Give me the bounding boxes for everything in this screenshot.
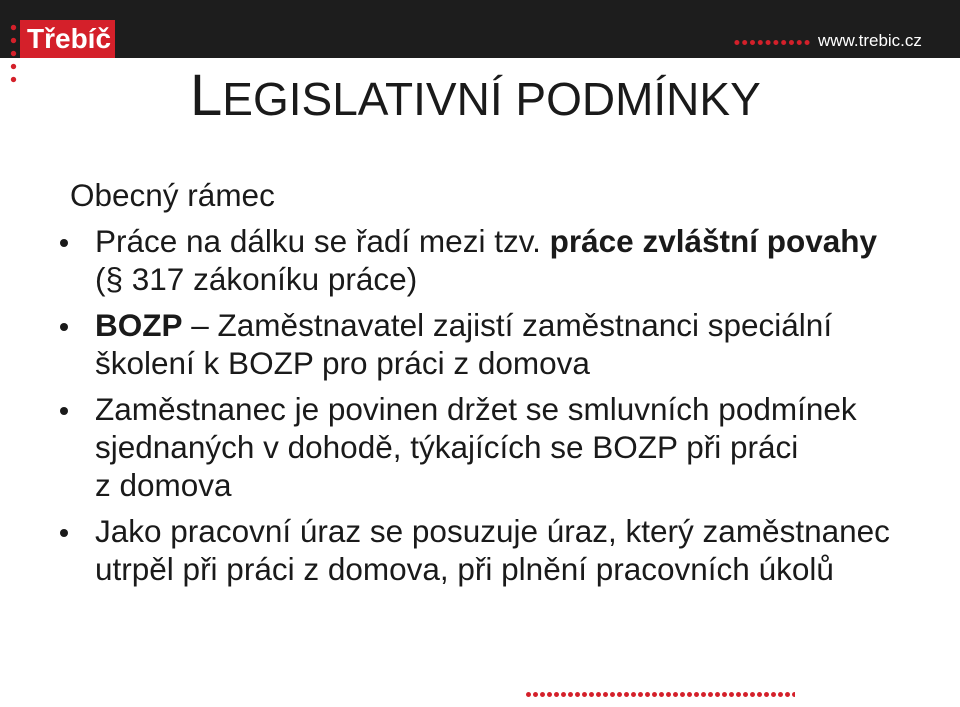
bullet-icon <box>60 407 68 415</box>
bullet-line <box>95 306 960 344</box>
bullet-line: (§ 317 zákoníku práce) <box>95 261 418 297</box>
slide-content <box>0 176 960 588</box>
bullet-text-bold: práce zvláštní povahy <box>549 223 878 259</box>
city-logo <box>20 20 115 58</box>
bullet-line: z domova <box>95 467 232 503</box>
bullet-line: školení k BOZP pro práci z domova <box>95 345 590 381</box>
bullet-line: sjednaných v dohodě, týkajících se BOZP při práci <box>95 429 799 465</box>
bullet-text-bold: BOZP <box>95 307 183 343</box>
bullet-icon <box>60 323 68 331</box>
footer-dotted-divider <box>525 691 795 698</box>
bullet-text: Práce na dálku se řadí mezi tzv. <box>95 223 541 259</box>
intro-heading: Obecný rámec <box>70 177 275 213</box>
bullet-text: – Zaměstnavatel zajistí zaměstnanci speciální <box>191 307 833 343</box>
logo-dots-decoration <box>10 21 17 85</box>
bullet-item-3 <box>0 390 960 504</box>
bullet-line: Zaměstnanec je povinen držet se smluvních podmínek <box>95 391 857 427</box>
bullet-item-2 <box>0 306 960 382</box>
bullet-icon <box>60 529 68 537</box>
bullet-item-1 <box>0 222 960 298</box>
bullet-line <box>95 222 960 260</box>
bullet-icon <box>60 239 68 247</box>
slide-title: LEGISLATIVNÍ PODMÍNKY <box>190 63 761 128</box>
bullet-line: utrpěl při práci z domova, při plnění pracovních úkolů <box>95 551 834 587</box>
header-dotted-divider <box>733 39 811 46</box>
bullet-item-4 <box>0 512 960 588</box>
bullet-line: Jako pracovní úraz se posuzuje úraz, který zaměstnanec <box>95 513 890 549</box>
logo-text: Třebíč <box>27 23 112 54</box>
header-bar <box>0 0 960 58</box>
website-url: www.trebic.cz <box>818 31 922 50</box>
